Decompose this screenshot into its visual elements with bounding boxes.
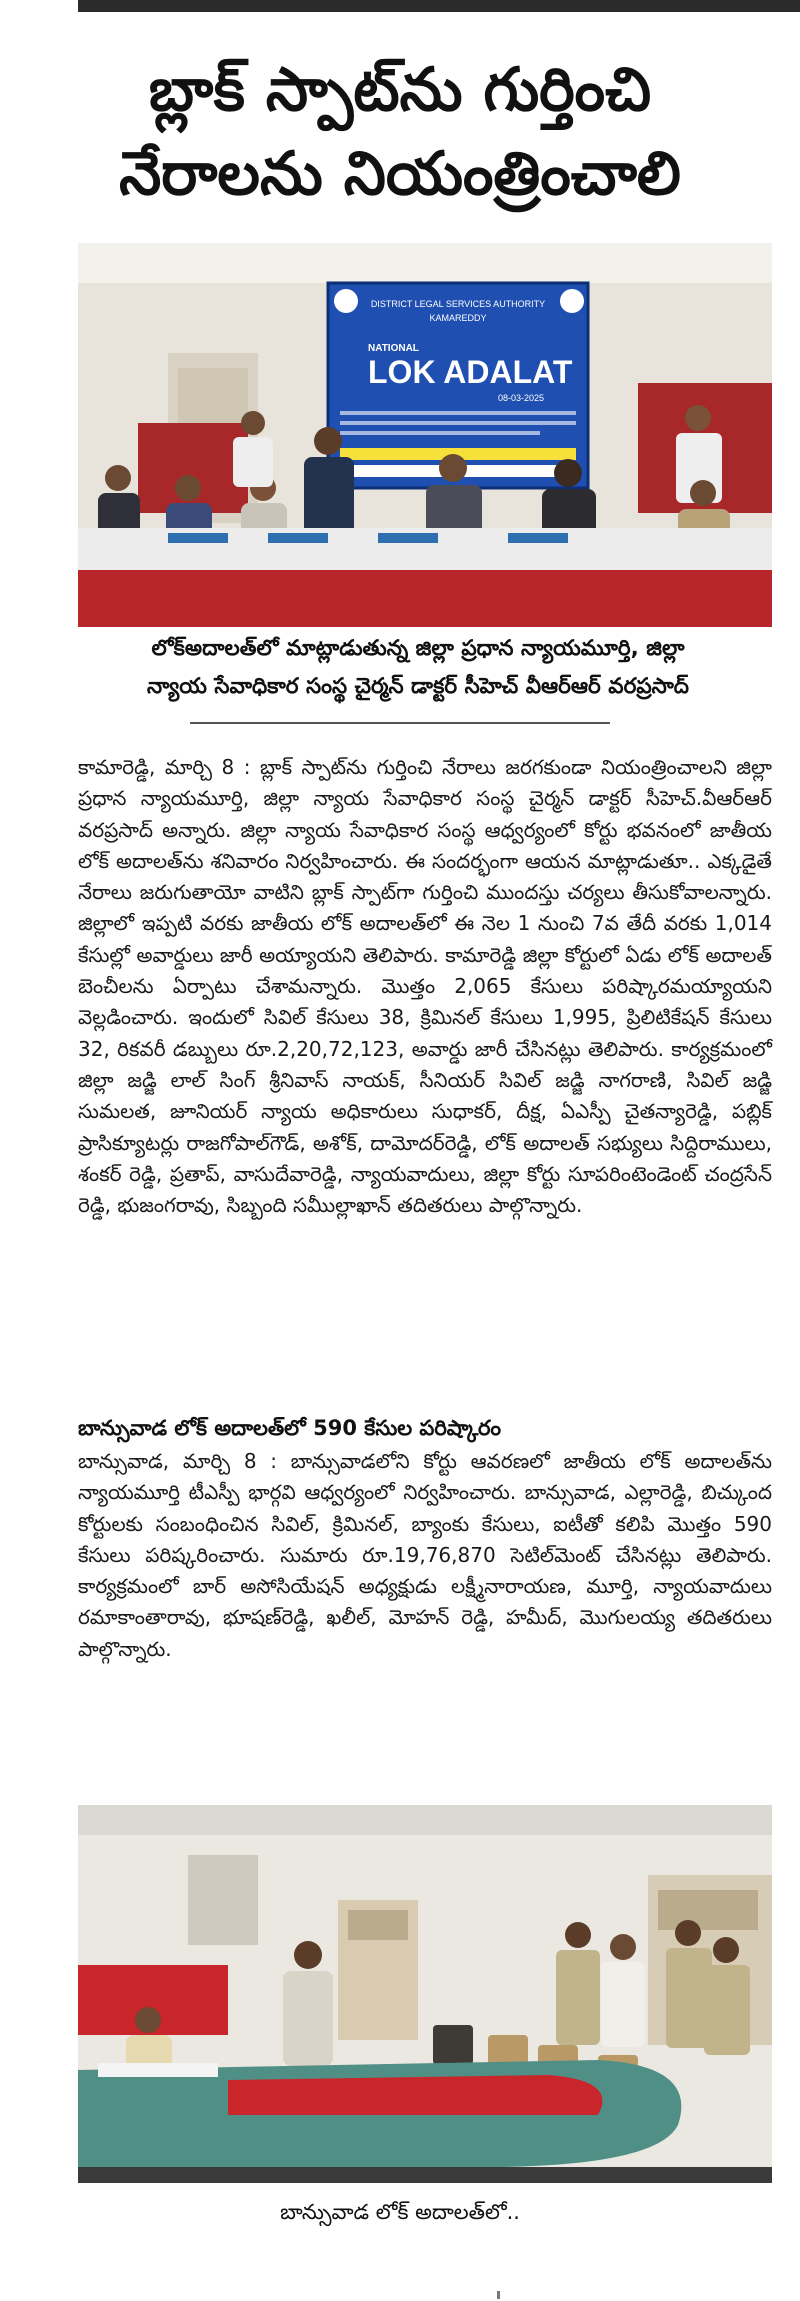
- banner-authority-text: DISTRICT LEGAL SERVICES AUTHORITY: [370, 299, 546, 309]
- banner-district-text: KAMAREDDY: [429, 313, 487, 323]
- article-kamareddy: [78, 752, 772, 1221]
- headline: [0, 48, 800, 216]
- caption-divider: [190, 722, 610, 724]
- banner-date-text: 08-03-2025: [498, 393, 545, 403]
- banner-national-text: NATIONAL: [368, 343, 419, 354]
- top-color-bar: [78, 0, 800, 12]
- banswada-court-photo: [78, 1805, 772, 2183]
- banswada-subhead: బాన్సువాడ లోక్ అదాలత్‌లో 590 కేసుల పరిష్కారం: [78, 1416, 502, 1440]
- photo-illustration-2: [78, 1805, 772, 2183]
- page-footer-mark: [497, 2291, 500, 2299]
- article-kamareddy-text: కామారెడ్డి, మార్చి 8 : బ్లాక్ స్పాట్‌ను గుర్తించి నేరాలు జరగకుండా నియంత్రించాలని జిల్లా ప్రధాన న్యాయమూర్తి, జిల్లా న్యాయ సేవాధికార సంస్థ చైర్మన్ డాక్టర్ సీహెచ్.వీఆర్ఆర్ వరప్రసాద్ అన్నారు. జిల్లా న్యాయ సేవాధికార సంస్థ ఆధ్వర్యంలో కోర్టు భవనంలో జాతీయ లోక్ అదాలత్‌ను శనివారం నిర్వహించారు. ఈ సందర్భంగా ఆయన మాట్లాడుతూ.. ఎక్కడైతే నేరాలు జరుగుతాయో వాటిని బ్లాక్ స్పాట్‌గా గుర్తించి ముందస్తు చర్యలు తీసుకోవాలన్నారు. జిల్లాలో ఇప్పటి వరకు జాతీయ లోక్ అదాలత్‌లో ఈ నెల 1 నుంచి 7వ తేదీ వరకు 1,014 కేసుల్లో అవార్డులు జారీ అయ్యాయని తెలిపారు. కామారెడ్డి జిల్లా కోర్టులో ఏడు లోక్ అదాలత్ బెంచీలను ఏర్పాటు చేశామన్నారు. మొత్తం 2,065 కేసులు పరిష్కారమయ్యాయని వెల్లడించారు. ఇందులో సివిల్ కేసులు 38, క్రిమినల్ కేసులు 1,995, ప్రిలిటికేషన్ కేసులు 32, రికవరీ డబ్బులు రూ.2,20,72,123, అవార్డు జారీ చేసినట్లు తెలిపారు. కార్యక్రమంలో జిల్లా జడ్జి లాల్ సింగ్ శ్రీనివాస్ నాయక్, సీనియర్ సివిల్ జడ్జి నాగరాణి, సివిల్ జడ్జి సుమలత, జూనియర్ న్యాయ అధికారులు సుధాకర్, దీక్ష, ఏఎస్పీ చైతన్యారెడ్డి, పబ్లిక్ ప్రాసిక్యూటర్లు రాజగోపాల్‌గౌడ్, అశోక్, దామోదర్‌రెడ్డి, లోక్ అదాలత్ సభ్యులు సిద్దిరాములు, శంకర్ రెడ్డి, ప్రతాప్, వాసుదేవారెడ్డి, న్యాయవాదులు, జిల్లా కోర్టు సూపరింటెండెంట్ చంద్రసేన్ రెడ్డి, భుజంగరావు, సిబ్బంది సమీుల్లాఖాన్ తదితరులు పాల్గొన్నారు.: [78, 755, 772, 1218]
- photo-illustration-1: [78, 243, 772, 627]
- article-banswada-text: బాన్సువాడ, మార్చి 8 : బాన్సువాడలోని కోర్టు ఆవరణలో జాతీయ లోక్ అదాలత్‌ను న్యాయమూర్తి టీఎస్పీ భార్గవి ఆధ్వర్యంలో నిర్వహించారు. బాన్సువాడ, ఎల్లారెడ్డి, బిచ్కుంద కోర్టులకు సంబంధించిన సివిల్, క్రిమినల్, బ్యాంకు కేసులు, ఐటీతో కలిపి మొత్తం 590 కేసులు పరిష్కరించారు. సుమారు రూ.19,76,870 సెటిల్‌మెంట్ చేసినట్లు తెలిపారు. కార్యక్రమంలో బార్ అసోసియేషన్ అధ్యక్షుడు లక్ష్మీనారాయణ, మూర్తి, న్యాయవాదులు రమాకాంతారావు, భూషణ్‌రెడ్డి, ఖలీల్, మోహన్ రెడ్డి, హమీద్, మొగులయ్య తదితరులు పాల్గొన్నారు.: [78, 1449, 772, 1661]
- photo1-caption: [78, 630, 758, 706]
- headline-line-1: బ్లాక్ స్పాట్‌ను గుర్తించి: [148, 55, 652, 125]
- lok-adalat-photo: [78, 243, 772, 627]
- banner-lok-adalat-text: LOK ADALAT: [368, 354, 573, 390]
- photo1-caption-line-1: లోక్‌అదాలత్‌లో మాట్లాడుతున్న జిల్లా ప్రధాన న్యాయమూర్తి, జిల్లా: [151, 636, 685, 661]
- photo1-caption-line-2: న్యాయ సేవాధికార సంస్థ చైర్మన్ డాక్టర్ సీహెచ్ వీఆర్ఆర్ వరప్రసాద్: [147, 674, 689, 699]
- article-banswada: [78, 1446, 772, 1665]
- photo2-caption: బాన్సువాడ లోక్ అదాలత్‌లో..: [280, 2200, 520, 2224]
- headline-line-2: నేరాలను నియంత్రించాలి: [119, 139, 681, 209]
